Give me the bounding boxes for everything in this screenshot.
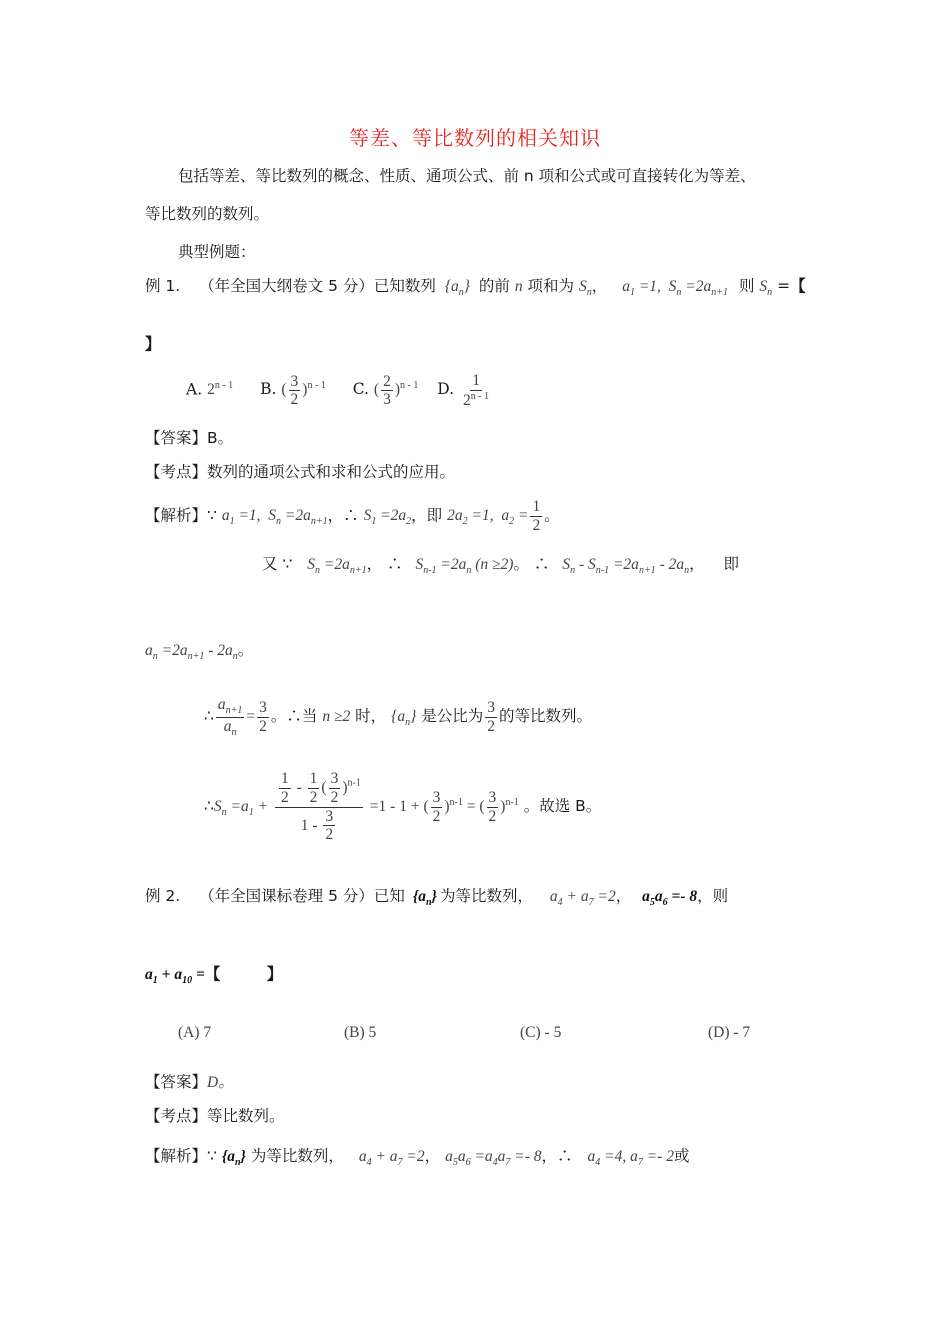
example-1-jiexi-5: $\therefore S_n =a_1$ + $\frac{1}{2}$ - $\frac{1}{2}$ ( $\frac{3}{2}$ )$^{n-1}$ 1 - $\frac{3}{2}$ =1 - 1 + ( $\frac{3}{2}$ )$^{n-1}$ = ( $\frac{3}{2}$ )$^{n-1}$ 。故选 B。: [204, 770, 602, 844]
example-1-kaodian: 【考点】数列的通项公式和求和公式的应用。: [145, 463, 456, 481]
intro-line-2: 等比数列的数列。: [145, 205, 270, 223]
example-2-option-d: (D) - 7: [708, 1024, 751, 1041]
example-2-target: $a_1 + a_{10}$ =【 】: [145, 964, 283, 987]
example-2-kaodian: 【考点】等比数列。: [145, 1107, 285, 1125]
page-title: 等差、等比数列的相关知识: [349, 126, 601, 150]
example-2-option-b: (B) 5: [344, 1024, 377, 1041]
example-1-jiexi: 【解析】∵ $a_1 =1$, $S_n =2a_{n+1}$，∴ $S_1 =2a_2$，即 $2a_2 =1$, $a_2$ = $\frac{1}{2}$ 。: [145, 498, 560, 534]
example-2-option-a: (A) 7: [178, 1024, 212, 1041]
example-1-bracket-close: 】: [145, 334, 161, 353]
intro-line-1: 包括等差、等比数列的概念、性质、通项公式、前 n 项和公式或可直接转化为等差、: [178, 167, 756, 185]
section-label: 典型例题：: [178, 243, 256, 261]
example-2-answer: 【答案】D。: [145, 1073, 234, 1091]
example-1-label: 例 1.: [145, 277, 181, 295]
example-1-source: （年全国大纲卷文 5 分）已知数列: [199, 277, 436, 295]
example-1-statement: 例 1. （年全国大纲卷文 5 分）已知数列 $\{a_n\}$ 的前 n 项和为 $S_n$， $a_1 =1$, $S_n =2a_{n+1}$ 则 $S_n$ =【: [145, 276, 806, 299]
example-1-jiexi-3: $a_n =2a_{n+1} - 2a_n$。: [145, 641, 254, 663]
example-1-answer: 【答案】B。: [145, 429, 234, 447]
example-1-jiexi-4: ∴ $\frac{a_{n+1}}{a_n}$ = $\frac{3}{2}$ 。∴当 n ≥2 时， $\{a_n\}$ 是公比为 $\frac{3}{2}$ 的等比数列。: [204, 696, 592, 738]
example-2-jiexi: 【解析】∵ $\{a_n\}$ 为等比数列， $a_4 + a_7 =2$， $a_5a_6 =a_4a_7 =- 8$，∴ $a_4 =4$, $a_7 =- 2$或: [145, 1147, 690, 1169]
example-1-options: A. 2$^{n - 1}$ B. ( $\frac{3}{2}$ )$^{n - 1}$ C. ( $\frac{2}{3}$ )$^{n - 1}$ D. $\frac{1}{2^{n - 1}}$: [186, 372, 490, 409]
example-2-option-c: (C) - 5: [520, 1024, 562, 1041]
example-2-statement: 例 2. （年全国课标卷理 5 分）已知 $\{a_n\}$ 为等比数列， $a_4 + a_7 =2$， $a_5a_6 =- 8$，则: [145, 887, 729, 909]
example-1-jiexi-2: 又 ∵ $S_n =2a_{n+1}$， ∴ $S_{n-1} =2a_n$ (n ≥2)。 ∴ $S_n - S_{n-1} =2a_{n+1} - 2a_n$， 即: [262, 555, 740, 577]
